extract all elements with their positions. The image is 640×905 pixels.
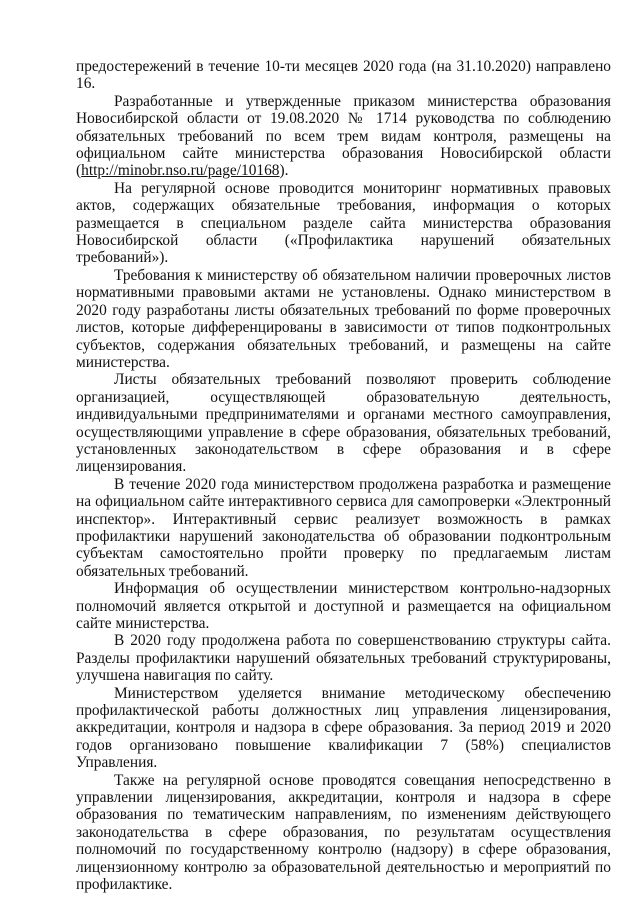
paragraph-guidelines-text: Разработанные и утвержденные приказом министерства образования Новосибирской области от 19.08.2020 № 1714 руководства по соблюдению обязательных требований по всем трем видам контроля, размещены на официальном сайте министерства образования Новосибирской области ( — [76, 92, 611, 180]
paragraph-checklist-purpose: Листы обязательных требований позволяют проверить соблюдение организацией, осуществляющей образовательную деятельность, индивидуальными предпринимателями и органами местного самоуправления, осуществляющими управление в сфере образования, обязательных требований, установленных законодательством в сфере образования и в сфере лицензирования. — [76, 371, 611, 476]
paragraph-meetings: Также на регулярной основе проводятся совещания непосредственно в управлении лицензирования, аккредитации, контроля и надзора в сфере образования по тематическим направлениям, по изменениям действующего законодательства в сфере образования, по результатам осуществления полномочий по государственному контролю (надзору) в сфере образования, лицензионному контролю за образовательной деятельностью и мероприятий по профилактике. — [76, 771, 611, 894]
paragraph-site-structure: В 2020 году продолжена работа по совершенствованию структуры сайта. Разделы профилактики нарушений обязательных требований структурированы, улучшена навигация по сайту. — [76, 632, 611, 685]
paragraph-warnings-count: предостережений в течение 10-ти месяцев 2020 года (на 31.10.2020) направлено 16. — [76, 58, 611, 93]
paragraph-electronic-inspector: В течение 2020 года министерством продолжена разработка и размещение на официальном сайте интерактивного сервиса для самопроверки «Электронный инспектор». Интерактивный сервис реализует возможность в рамках профилактики нарушений законодательства об образовании подконтрольным субъектам самостоятельно пройти проверку по предлагаемым листам обязательных требований. — [76, 475, 611, 580]
paragraph-information-openness: Информация об осуществлении министерством контрольно-надзорных полномочий является открытой и доступной и размещается на официальном сайте министерства. — [76, 580, 611, 632]
ministry-page-link[interactable]: http://minobr.nso.ru/page/10168 — [81, 162, 280, 180]
paragraph-monitoring: На регулярной основе проводится мониторинг нормативных правовых актов, содержащих обязательные требования, информация о которых размещается в специальном разделе сайта министерства образования Новосибирской области («Профилактика нарушений обязательных требований»). — [76, 179, 611, 267]
paragraph-guidelines — [76, 93, 611, 180]
paragraph-guidelines-tail: ). — [279, 162, 289, 180]
paragraph-methodical-support: Министерством уделяется внимание методическому обеспечению профилактической работы должностных лиц управления лицензирования, аккредитации, контроля и надзора в сфере образования. За период 2019 и 2020 годов организовано повышение квалификации 7 (58%) специалистов Управления. — [76, 684, 611, 772]
paragraph-checklists: Требования к министерству об обязательном наличии проверочных листов нормативными правовыми актами не установлены. Однако министерством в 2020 году разработаны листы обязательных требований по форме проверочных листов, которые дифференцированы в зависимости от типов подконтрольных субъектов, содержания обязательных требований, и размещены на сайте министерства. — [76, 266, 611, 371]
document-page — [76, 58, 611, 894]
